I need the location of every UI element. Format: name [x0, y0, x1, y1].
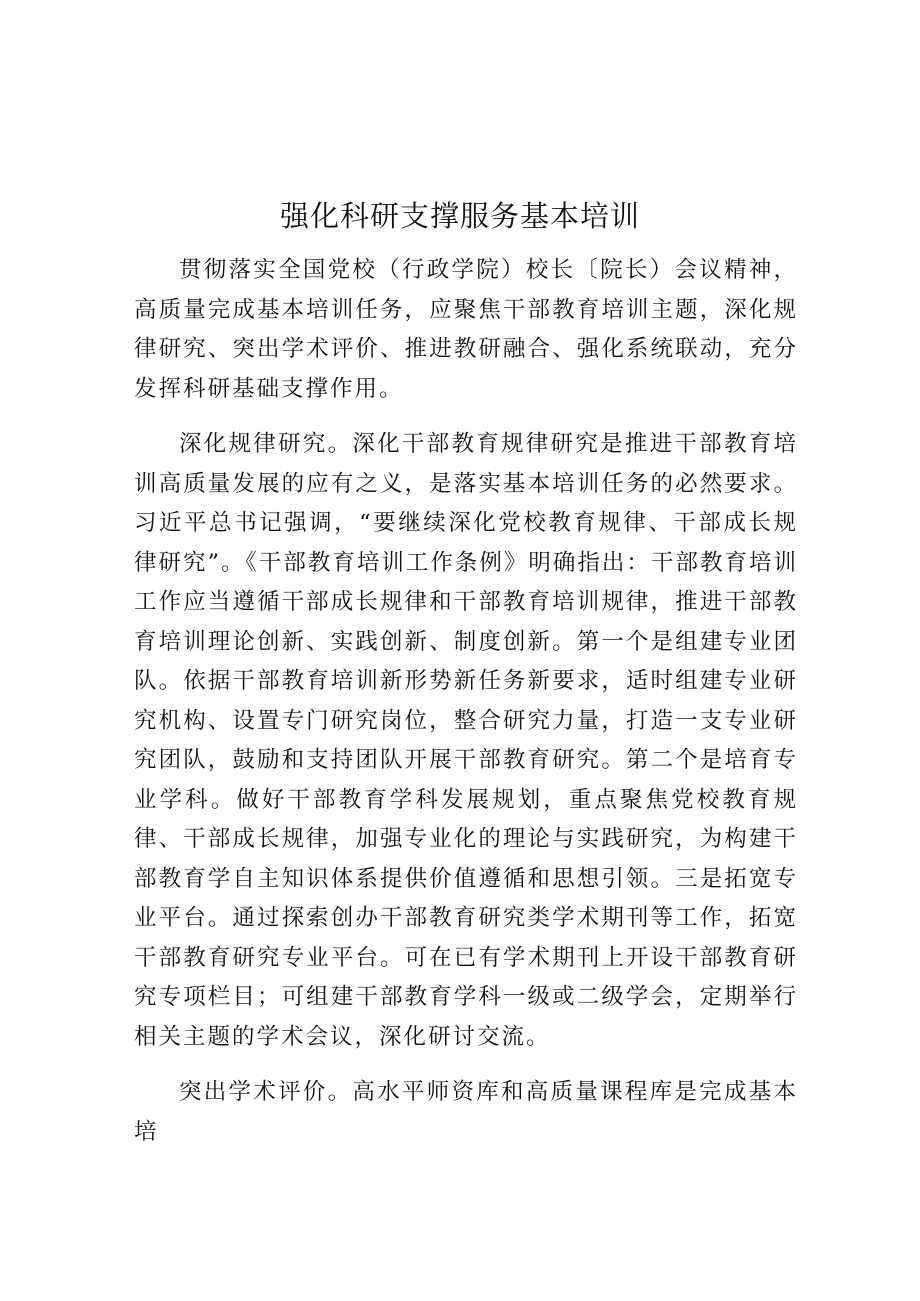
paragraph-deepen-research: 深化规律研究。深化干部教育规律研究是推进干部教育培训高质量发展的应有之义，是落实基本培训任务的必然要求。习近平总书记强调，“要继续深化党校教育规律、干部成长规律研究”。《干部教育培训工作条例》明确指出：干部教育培训工作应当遵循干部成长规律和干部教育培训规律，推进干部教育培训理论创新、实践创新、制度创新。第一个是组建专业团队。依据干部教育培训新形势新任务新要求，适时组建专业研究机构、设置专门研究岗位，整合研究力量，打造一支专业研究团队，鼓励和支持团队开展干部教育研究。第二个是培育专业学科。做好干部教育学科发展规划，重点聚焦党校教育规律、干部成长规律，加强专业化的理论与实践研究，为构建干部教育学自主知识体系提供价值遵循和思想引领。三是拓宽专业平台。通过探索创办干部教育研究类学术期刊等工作，拓宽干部教育研究专业平台。可在已有学术期刊上开设干部教育研究专项栏目；可组建干部教育学科一级或二级学会，定期举行相关主题的学术会议，深化研讨交流。	[134, 431, 798, 1050]
document-title: 强化科研支撑服务基本培训	[279, 199, 640, 233]
document-body	[134, 251, 798, 1168]
paragraph-academic-evaluation: 突出学术评价。高水平师资库和高质量课程库是完成基本培	[134, 1079, 798, 1145]
paragraph-intro: 贯彻落实全国党校（行政学院）校长〔院长）会议精神，高质量完成基本培训任务，应聚焦干部教育培训主题，深化规律研究、突出学术评价、推进教研融合、强化系统联动，充分发挥科研基础支撑作用。	[134, 257, 798, 402]
